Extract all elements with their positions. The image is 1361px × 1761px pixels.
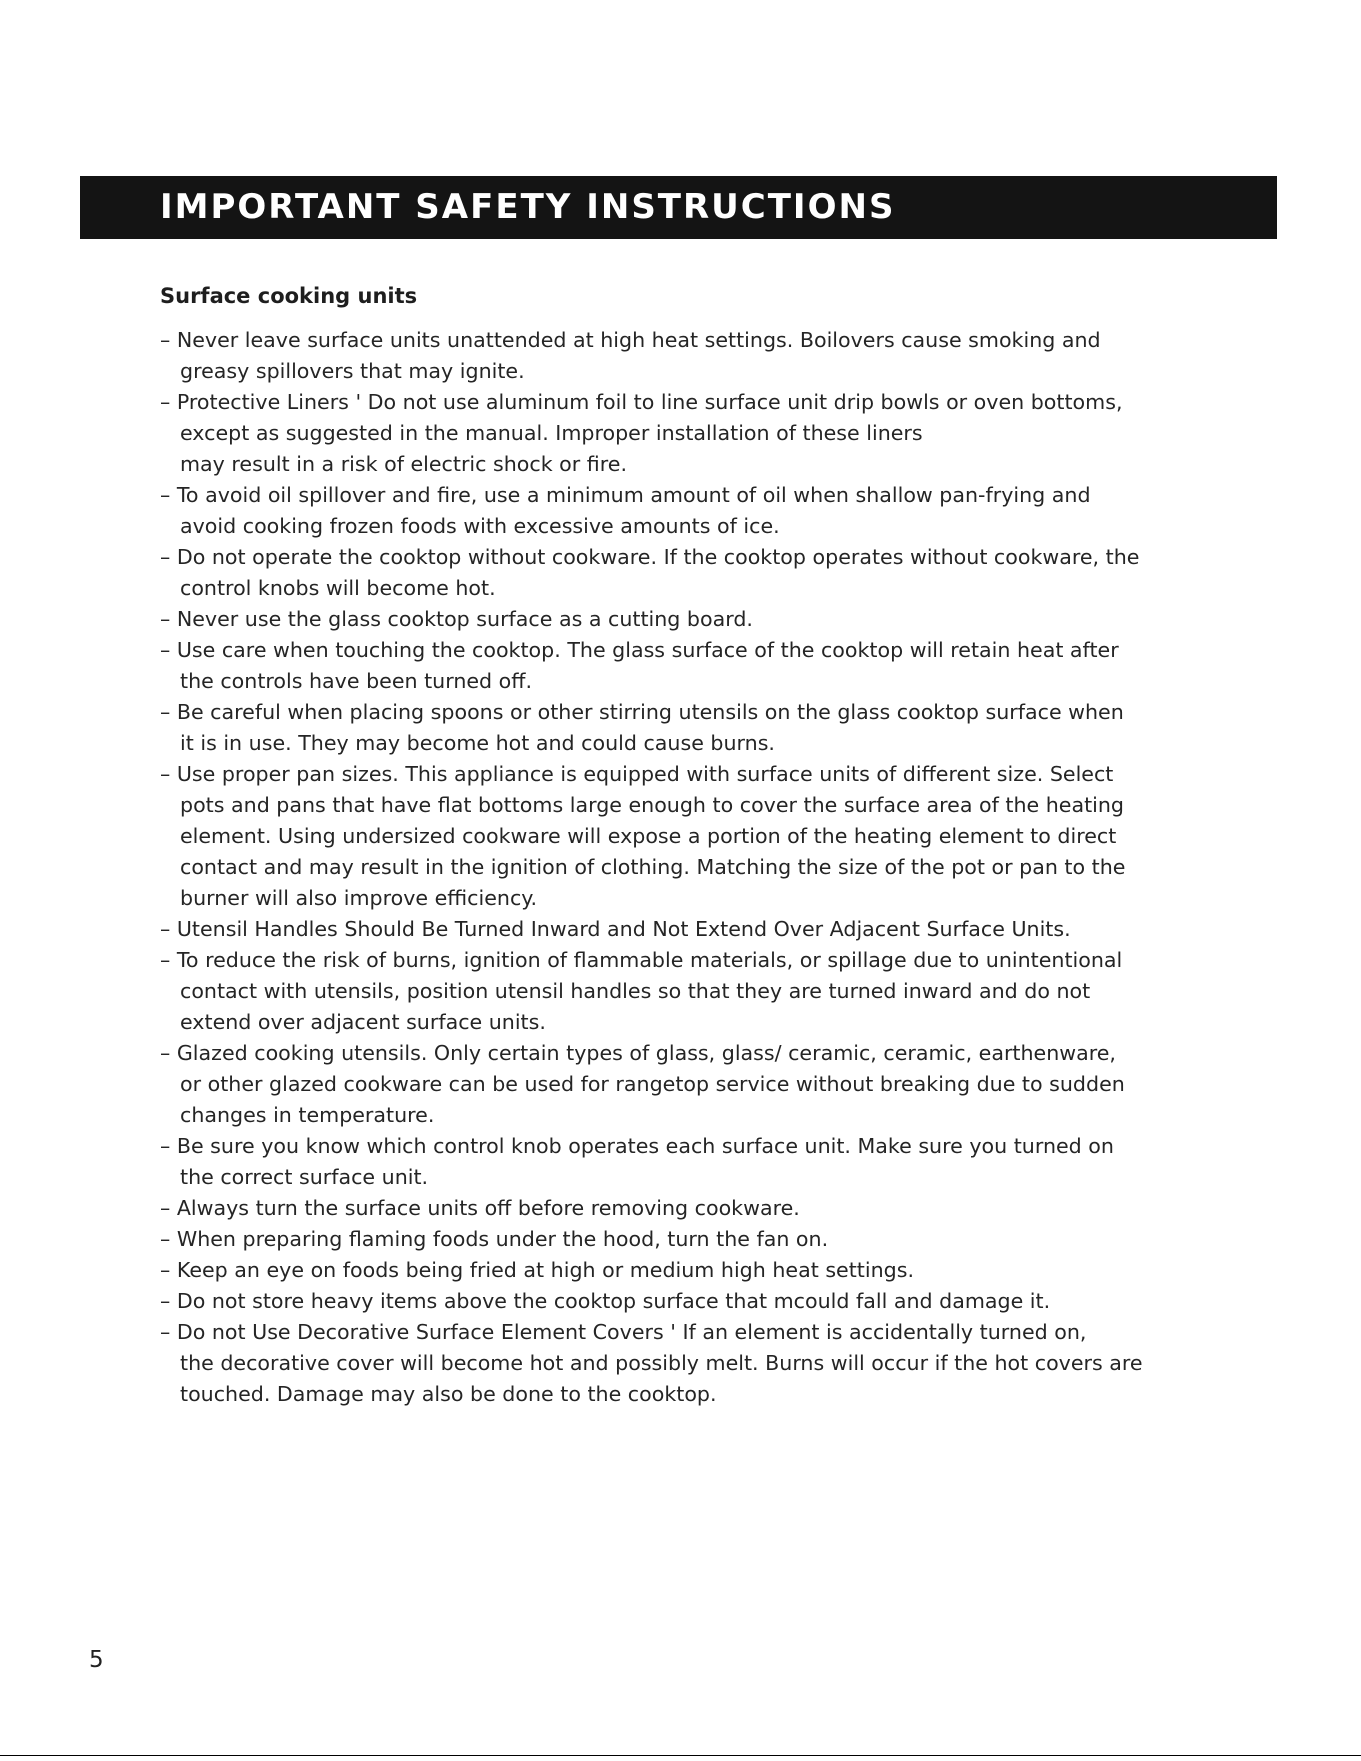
list-item	[160, 1131, 1230, 1193]
list-item-line: – Never use the glass cooktop surface as a cutting board.	[160, 607, 753, 631]
instruction-list	[160, 325, 1230, 1410]
list-item-line: – Do not store heavy items above the cooktop surface that mcould fall and damage it.	[160, 1289, 1051, 1313]
list-item-line: the decorative cover will become hot and possibly melt. Burns will occur if the hot covers are	[180, 1351, 1143, 1375]
list-item-line: contact with utensils, position utensil handles so that they are turned inward and do not	[180, 979, 1091, 1003]
list-item	[160, 1286, 1230, 1317]
list-item-line: may result in a risk of electric shock or fire.	[180, 452, 627, 476]
list-item-line: or other glazed cookware can be used for rangetop service without breaking due to sudden	[180, 1072, 1125, 1096]
list-item-line: – Keep an eye on foods being fried at high or medium high heat settings.	[160, 1258, 914, 1282]
list-item	[160, 480, 1230, 542]
list-item-line: – Do not Use Decorative Surface Element Covers ' If an element is accidentally turned on,	[160, 1320, 1087, 1344]
list-item-line: burner will also improve efficiency.	[180, 886, 538, 910]
header-bar	[80, 176, 1277, 239]
list-item	[160, 1255, 1230, 1286]
list-item-line: – Use proper pan sizes. This appliance is equipped with surface units of different size. Select	[160, 762, 1114, 786]
list-item	[160, 945, 1230, 1038]
list-item-line: – Be careful when placing spoons or other stirring utensils on the glass cooktop surface when	[160, 700, 1124, 724]
list-item-line: changes in temperature.	[180, 1103, 435, 1127]
list-item	[160, 1224, 1230, 1255]
list-item	[160, 697, 1230, 759]
list-item-line: element. Using undersized cookware will expose a portion of the heating element to direct	[180, 824, 1117, 848]
list-item-line: pots and pans that have flat bottoms large enough to cover the surface area of the heating	[180, 793, 1125, 817]
list-item	[160, 759, 1230, 914]
list-item-line: control knobs will become hot.	[180, 576, 496, 600]
list-item	[160, 542, 1230, 604]
list-item-line: except as suggested in the manual. Improper installation of these liners	[180, 421, 923, 445]
list-item	[160, 1317, 1230, 1410]
list-item	[160, 1038, 1230, 1131]
list-item-line: – Use care when touching the cooktop. The glass surface of the cooktop will retain heat after	[160, 638, 1119, 662]
list-item-line: it is in use. They may become hot and could cause burns.	[180, 731, 775, 755]
list-item-line: contact and may result in the ignition of clothing. Matching the size of the pot or pan to the	[180, 855, 1126, 879]
list-item-line: – Utensil Handles Should Be Turned Inward and Not Extend Over Adjacent Surface Units.	[160, 917, 1071, 941]
list-item-line: – Glazed cooking utensils. Only certain types of glass, glass/ ceramic, ceramic, earthenware,	[160, 1041, 1116, 1065]
list-item	[160, 635, 1230, 697]
bottom-divider	[0, 1755, 1361, 1756]
list-item-line: – Be sure you know which control knob operates each surface unit. Make sure you turned on	[160, 1134, 1114, 1158]
page-number: 5	[89, 1647, 104, 1673]
list-item	[160, 325, 1230, 387]
list-item-line: – When preparing flaming foods under the hood, turn the fan on.	[160, 1227, 829, 1251]
list-item-line: – Always turn the surface units off before removing cookware.	[160, 1196, 800, 1220]
list-item-line: – To reduce the risk of burns, ignition of flammable materials, or spillage due to unintentional	[160, 948, 1123, 972]
section-title: Surface cooking units	[160, 284, 418, 308]
list-item-line: – Never leave surface units unattended at high heat settings. Boilovers cause smoking and	[160, 328, 1101, 352]
list-item-line: the controls have been turned off.	[180, 669, 532, 693]
list-item-line: greasy spillovers that may ignite.	[180, 359, 525, 383]
page-title: IMPORTANT SAFETY INSTRUCTIONS	[160, 187, 896, 227]
list-item	[160, 604, 1230, 635]
list-item	[160, 914, 1230, 945]
list-item-line: – To avoid oil spillover and fire, use a minimum amount of oil when shallow pan-frying and	[160, 483, 1091, 507]
list-item-line: – Do not operate the cooktop without cookware. If the cooktop operates without cookware, the	[160, 545, 1140, 569]
list-item-line: the correct surface unit.	[180, 1165, 429, 1189]
list-item-line: – Protective Liners ' Do not use aluminum foil to line surface unit drip bowls or oven bottoms,	[160, 390, 1123, 414]
list-item-line: avoid cooking frozen foods with excessive amounts of ice.	[180, 514, 780, 538]
list-item	[160, 1193, 1230, 1224]
list-item-line: extend over adjacent surface units.	[180, 1010, 546, 1034]
list-item-line: touched. Damage may also be done to the cooktop.	[180, 1382, 717, 1406]
list-item	[160, 387, 1230, 480]
